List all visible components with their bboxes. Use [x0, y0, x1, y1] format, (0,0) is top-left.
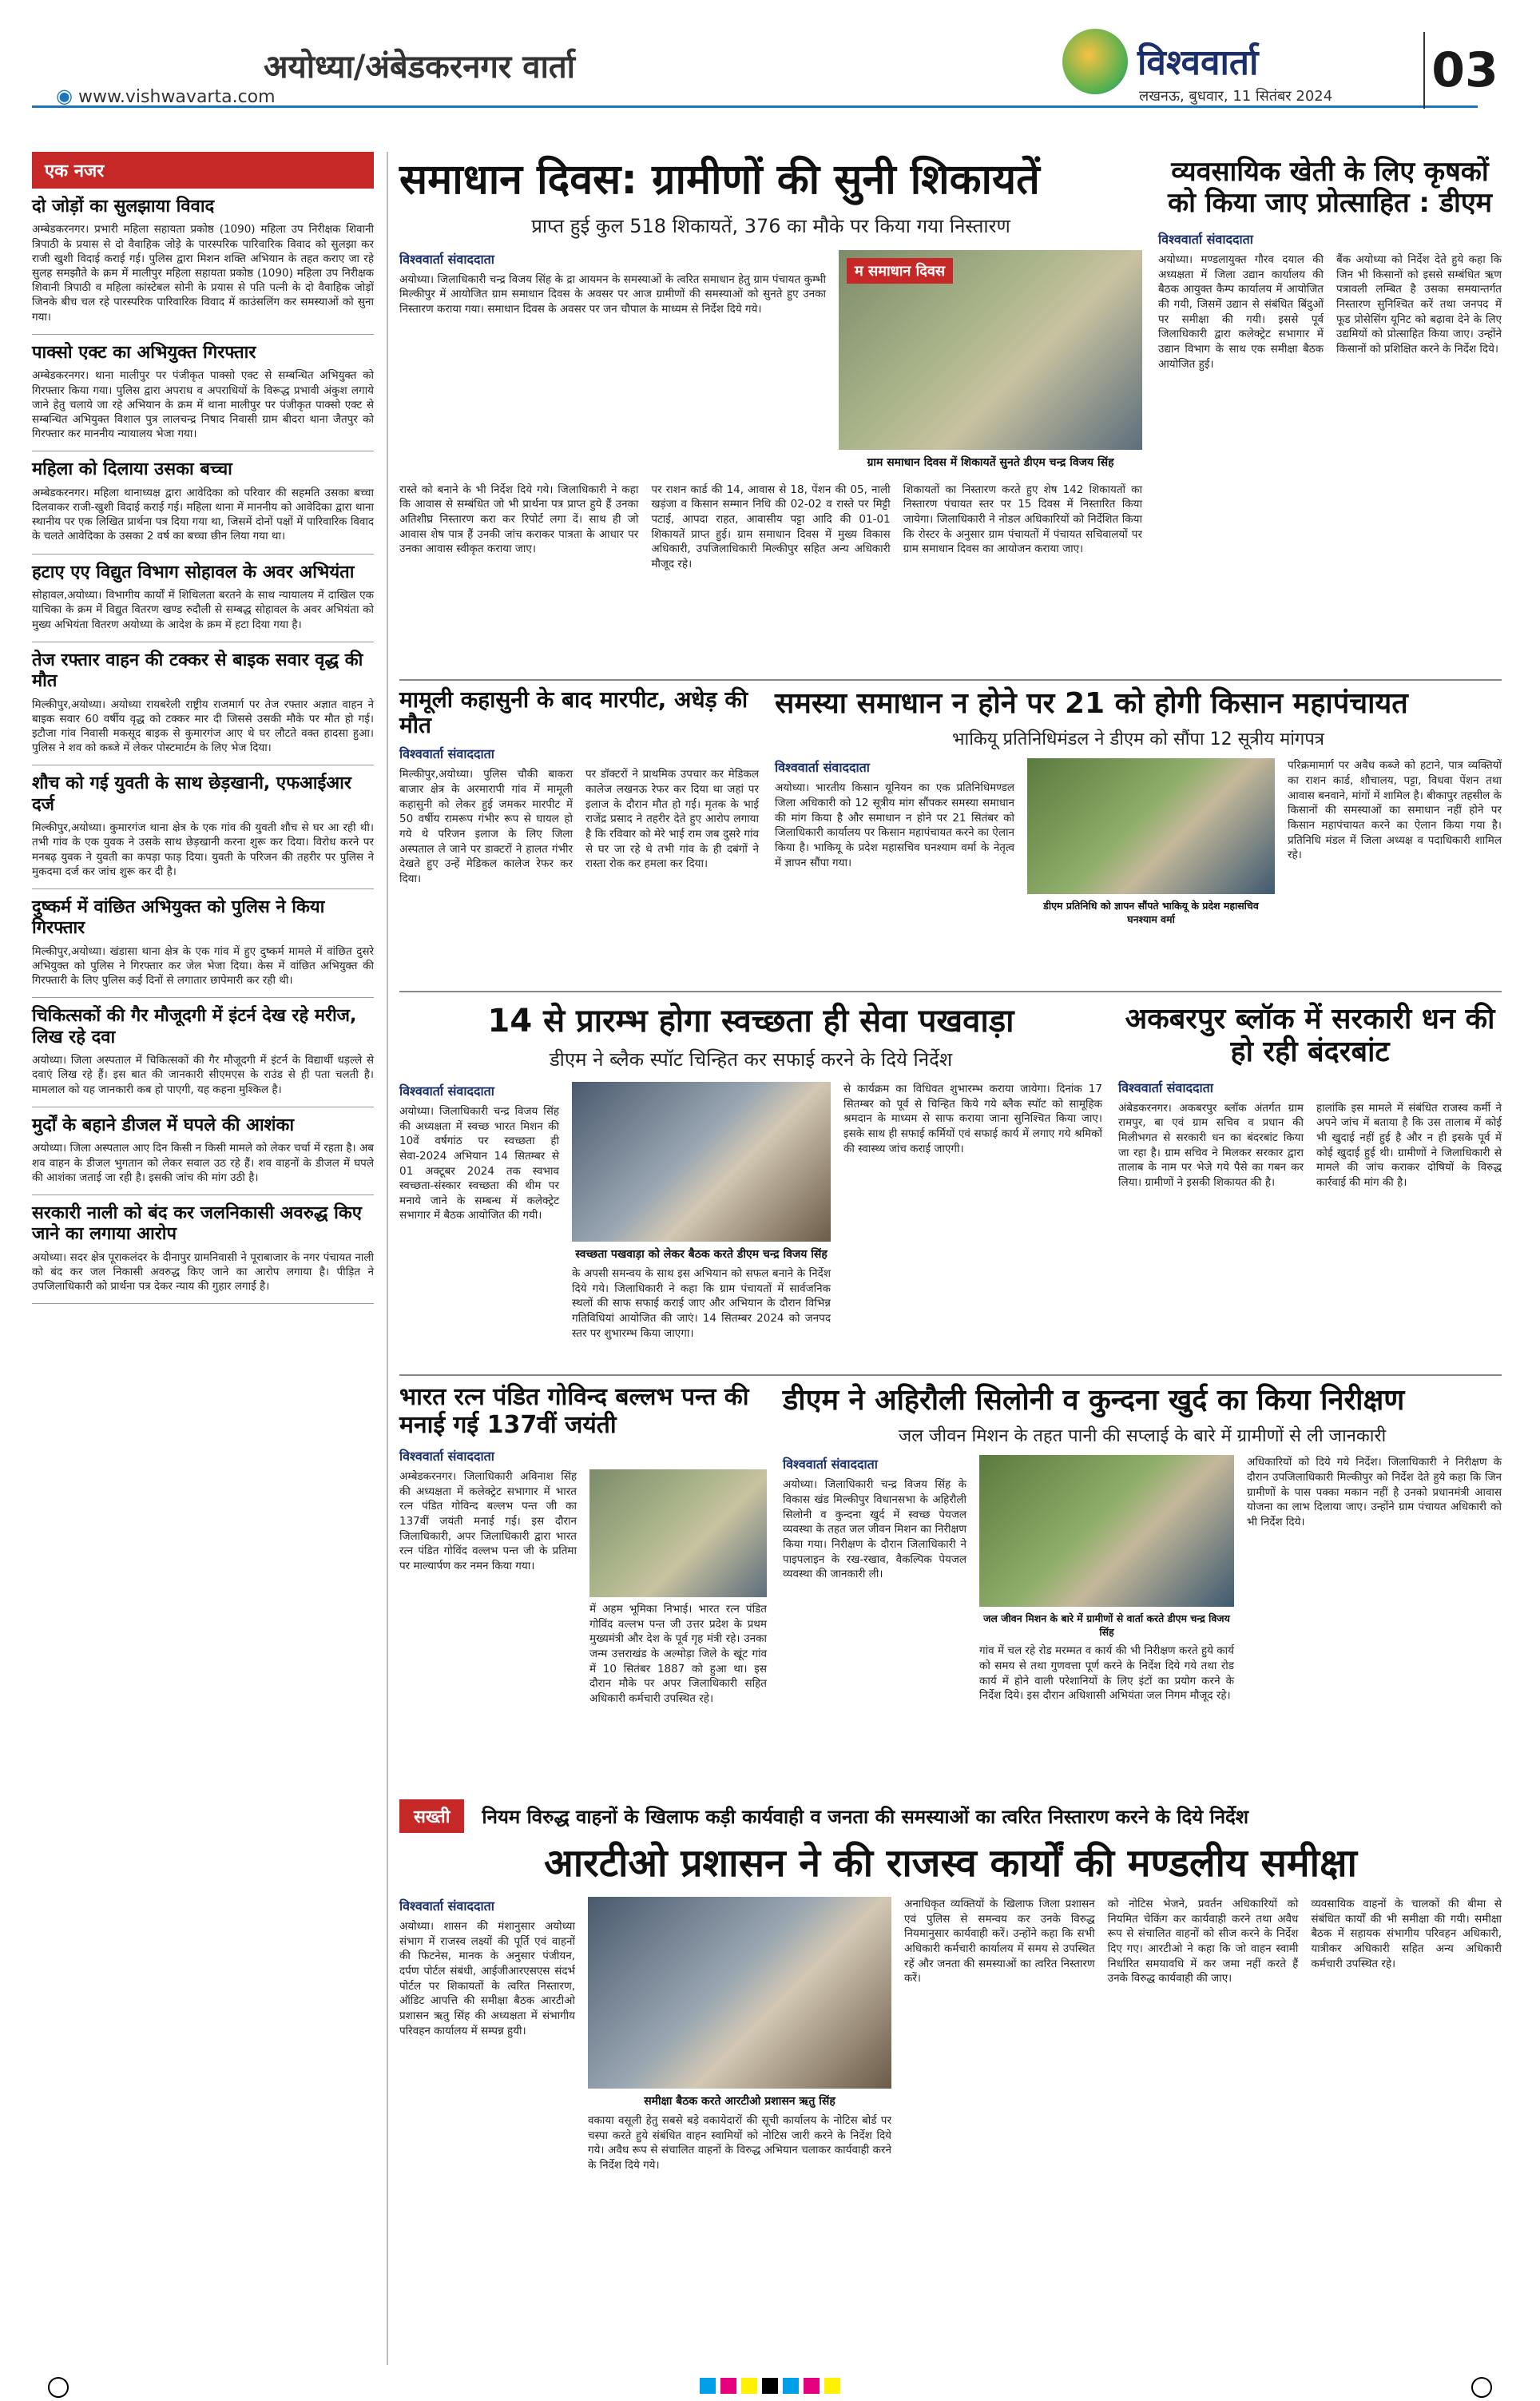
brief-item: [32, 773, 374, 889]
brief-body: अम्बेडकरनगर। प्रभारी महिला सहायता प्रकोष्ठ (1090) महिला उप निरीक्षक शिवानी त्रिपाठी के प्रयास से दो वैवाहिक जोड़े के पारस्परिक पारिवारिक विवाद को सुलझा कर राजी खुशी विदाई कराई गई। पुलिस द्वारा मिशन शक्ति अभियान के तहत कराए जा रहे सुलह समझौते के क्रम में मालीपुर महिला सहायता प्रकोष्ठ (1090) महिला उप निरीक्षक शिवानी त्रिपाठी व महिला कांस्टेबल सोनी के प्रयास से पति पत्नी के दो वैवाहिक जोड़ों जिनके बीच चल रहे पारस्परिक पारिवारिक विवाद में काउंसलिंग कर समस्याओं को सुना गया।: [32, 223, 374, 324]
brief-item: [32, 562, 374, 642]
brief-body: मिल्कीपुर,अयोध्या। अयोध्या रायबरेली राष्ट्रीय राजमार्ग पर तेज रफ्तार अज्ञात वाहन ने बाइक सवार 60 वर्षीय वृद्ध को टक्कर मार दी जिससे उसकी मौके पर मौत हो गई। इटौजा गांव निवासी मकसूद बाइक से कुमारगंज आए थे घर लौटते वक्त हादसा हुआ। पुलिस ने शव को कब्जे में लेकर पोस्टमार्टम के लिए भेज दिया।: [32, 698, 374, 755]
article-text: अनाधिकृत व्यक्तियों के खिलाफ जिला प्रशासन एवं पुलिस से समन्वय कर उनके विरुद्ध नियमानुसार कार्यवाही करें। उन्होंने कहा कि सभी अधिकारी कर्मचारी कार्यालय में समय से उपस्थित रहें और जनता की समस्याओं का त्वरित निस्तारण करें।: [904, 1898, 1095, 1986]
article-text: अयोध्या। मण्डलायुक्त गौरव दयाल की अध्यक्षता में जिला उद्यान कार्यालय की बैठक आयुक्त कैम्प कार्यालय में आयोजित की गयी, जिसमें उद्यान से संबंधित बिंदुओं पर समीक्षा की गयी। इससे पूर्व जिलाधिकारी द्वारा कलेक्ट्रेट सभागार में उद्यान विभाग के साथ एक समीक्षा बैठक आयोजित हुई।: [1158, 253, 1324, 371]
headline: व्यवसायिक खेती के लिए कृषकों को किया जाए प्रोत्साहित : डीएम: [1167, 156, 1492, 220]
photo-caption: डीएम प्रतिनिधि को ज्ञापन सौंपते भाकियू के प्रदेश महासचिव घनश्याम वर्मा: [1043, 900, 1259, 926]
article-text: परिक्रमामार्ग पर अवैध कब्जे को हटाने, पात्र व्यक्तियों का राशन कार्ड, शौचालय, पट्टा, विधवा पेंशन तथा आवास बनवाने, मांगों में शामिल है। बीकापुर तहसील के किसानों की समस्याओं का समाधान नहीं होने पर किसान महापंचायत करने का ऐलान किया गया है। प्रतिनिधि मंडल में जिला अध्यक्ष व पदाधिकारी शामिल रहे।: [1288, 759, 1502, 862]
newspaper-name: विश्ववार्ता: [1137, 42, 1259, 83]
section-rule: [399, 1374, 1502, 1376]
issue-date: लखनऊ, बुधवार, 11 सितंबर 2024: [1139, 88, 1333, 105]
color-swatch: [720, 2378, 736, 2394]
section-rule: [399, 679, 1502, 681]
sakhti-tag: सख्ती: [399, 1799, 464, 1833]
brief-title: पाक्सो एक्ट का अभियुक्त गिरफ्तार: [32, 342, 256, 363]
site-url[interactable]: [56, 85, 276, 107]
article-rto: [399, 1842, 1502, 2173]
brief-item: [32, 459, 374, 554]
article-photo: [839, 250, 1142, 450]
article-ahirauli: [783, 1384, 1502, 1703]
photo-caption: स्वच्छता पखवाड़ा को लेकर बैठक करते डीएम चन्द्र विजय सिंह: [575, 1248, 828, 1261]
article-photo: [572, 1082, 831, 1242]
brief-title: मुर्दों के बहाने डीजल में घपले की आशंका: [32, 1115, 295, 1135]
site-url-text: www.vishwavarta.com: [77, 87, 276, 107]
article-text: से कार्यक्रम का विधिवत शुभारम्भ कराया जायेगा। दिनांक 17 सितम्बर को पूर्व से चिन्हित किये गये ब्लैक स्पॉट को सामूहिक श्रमदान के माध्यम से साफ कराया जाना सुनिश्चित किया जाए। इसके साथ ही सफाई कर्मियों एवं सफाई कार्य में लगाए गये श्रमिकों की स्वास्थ्य जांच कराई जाएगी।: [843, 1083, 1102, 1155]
brief-title: दो जोड़ों का सुलझाया विवाद: [32, 197, 215, 217]
article-text: शिकायतों का निस्तारण करते हुए शेष 142 शिकायतों का निस्तारण पंचायत स्तर पर 15 दिवस में निस्तारित किया जायेगा। जिलाधिकारी ने नोडल अधिकारियों को निर्देशित किया कि रोस्टर के अनुसार ग्राम पंचायतों में पंचायत सचिवालयों पर ग्राम समाधान दिवस का आयोजन कराया जाए।: [903, 483, 1142, 556]
sakhti-headline: नियम विरुद्ध वाहनों के खिलाफ कड़ी कार्यवाही व जनता की समस्याओं का त्वरित निस्तारण करने के दिये निर्देश: [482, 1805, 1249, 1828]
brief-item: [32, 1203, 374, 1304]
brief-title: तेज रफ्तार वाहन की टक्कर से बाइक सवार वृद्ध की मौत: [32, 650, 363, 692]
brief-body: अम्बेडकरनगर। महिला थानाध्यक्ष द्वारा आवेदिका को परिवार की सहमति उसका बच्चा दिलवाकर राजी-खुशी विदाई कराई गई। महिला थाना में माननीय को आवेदिका द्वारा थाना स्थानीय पर एक लिखित प्रार्थना पत्र दिया गया था, जिसमें दोनों पक्षों में पारिवारिक विवाद के चलते आवेदिका के उसका 2 वर्ष का बच्चा छीन लिया गया था।: [32, 486, 374, 543]
article-text: बैंक अयोध्या को निर्देश देते हुये कहा कि जिन भी किसानों को इससे सम्बंधित ऋण पत्रावली लम्बित है उसका समयान्तर्गत निस्तारण सुनिश्चित करें तथा जनपद में फूड प्रोसेसिंग यूनिट को बढ़ावा देने के लिए उद्यमियों को प्रोत्साहित किया जाए। उन्होंने किसानों को प्रशिक्षित करने के निर्देश दिये।: [1336, 253, 1502, 356]
headline: समस्या समाधान न होने पर 21 को होगी किसान महापंचायत: [775, 687, 1408, 720]
article-swachhta: [399, 1003, 1102, 1341]
brief-title: सरकारी नाली को बंद कर जलनिकासी अवरुद्ध किए जाने का लगाया आरोप: [32, 1202, 362, 1245]
headline: समाधान दिवस: ग्रामीणों की सुनी शिकायतें: [399, 156, 1040, 204]
article-text: गांव में चल रहे रोड मरम्मत व कार्य की भी निरीक्षण करते हुये कार्य को समय से तथा गुणवत्ता पूर्ण करने के निर्देश दिये गये तथा रोड कार्य में होने वाली परेशानियों के लिए इंटों का प्रयोग करने के निर्देश दिये। इस दौरान अधिशासी अभियंता जल निगम मौजूद रहे।: [979, 1644, 1234, 1703]
article-text: अयोध्या। भारतीय किसान यूनियन का एक प्रतिनिधिमण्डल जिला अधिकारी को 12 सूत्रीय मांग सौंपकर समस्या समाधान की मांग किया है और समाधान न होने पर 21 सितंबर को जिलाधिकारी कार्यालय पर किसान महापंचायत करने का ऐलान किया है। भाकियू के प्रदेश महासचिव घनश्याम वर्मा के नेतृत्व में ज्ञापन सौंपा गया।: [775, 781, 1014, 869]
article-photo: [588, 1897, 891, 2089]
article-text: में अहम भूमिका निभाई। भारत रत्न पंडित गोविंद वल्लभ पन्त जी उत्तर प्रदेश के प्रथम मुख्यमंत्री और देश के पूर्व गृह मंत्री रहे। उनका जन्म उत्तराखंड के अल्मोड़ा जिले के खूंट गांव में 10 सितंबर 1887 को हुआ था। इस दौरान मौके पर अपर जिलाधिकारी सहित अधिकारी कर्मचारी उपस्थित रहे।: [589, 1603, 767, 1705]
registration-mark-icon: [1471, 2377, 1492, 2398]
article-text: अम्बेडकरनगर। जिलाधिकारी अविनाश सिंह की अध्यक्षता में कलेक्ट्रेट सभागार में भारत रत्न पंडित गोविन्द बल्लभ पन्त जी का 137वीं जयंती मनाई गई। इस दौरान जिलाधिकारी, अपर जिलाधिकारी द्वारा भारत रत्न पंडित गोविंद वल्लभ पन्त जी के प्रतिमा पर माल्यार्पण कर नमन किया गया।: [399, 1470, 577, 1572]
headline: डीएम ने अहिरौली सिलोनी व कुन्दना खुर्द का किया निरीक्षण: [783, 1384, 1405, 1417]
photo-banner: म समाधान दिवस: [847, 258, 953, 284]
headline: अकबरपुर ब्लॉक में सरकारी धन की हो रही बंदरबांट: [1125, 1003, 1495, 1069]
byline: विश्ववार्ता संवाददाता: [783, 1457, 878, 1473]
subheadline: डीएम ने ब्लैक स्पॉट चिन्हित कर सफाई करने के दिये निर्देश: [549, 1048, 953, 1071]
article-text: अधिकारियों को दिये गये निर्देश। जिलाधिकारी ने निरीक्षण के दौरान उपजिलाधिकारी मिल्कीपुर को निर्देश देते हुये कहा कि जिन ग्रामीणों के पास पक्का मकान नहीं है उनको प्रधानमंत्री आवास योजना का लाभ दिलाया जाए। उन्होंने ग्राम पंचायत अधिकारी को भी निर्देश दिये।: [1247, 1456, 1502, 1528]
masthead: [0, 0, 1540, 112]
brief-body: मिल्कीपुर,अयोध्या। खंडासा थाना क्षेत्र के एक गांव में हुए दुष्कर्म मामले में वांछित दुसरे अभियुक्त को पुलिस ने गिरफ्तार कर जेल भेजा दिया। केस में वांछित अभियुक्त की गिरफ्तारी के लिए पुलिस कई दिनों से लगातार छापेमारी कर रही थी।: [32, 944, 374, 988]
brief-body: सोहावल,अयोध्या। विभागीय कार्यों में शिथिलता बरतने के साथ न्यायालय में दाखिल एक याचिका के क्रम में विद्युत वितरण खण्ड रुदौली से सम्बद्ध सोहावल के अवर अभियंता को मुख्य अभियंता वितरण अयोध्या के आदेश के क्रम में हटा दिया गया है।: [32, 589, 374, 631]
print-marks: [0, 2373, 1540, 2401]
briefs-list: [32, 197, 374, 1304]
article-kisan: [775, 687, 1502, 931]
article-text: अयोध्या। जिलाधिकारी चन्द्र विजय सिंह के विकास खंड मिल्कीपुर विधानसभा के अहिरौली सिलोनी व कुन्दना खुर्द में स्वच्छ पेयजल व्यवस्था के तहत जल जीवन मिशन का निरीक्षण किया गया। निरीक्षण के दौरान जिलाधिकारी ने पाइपलाइन के रख-रखाव, वैकल्पिक पेयजल व्यवस्था की जानकारी ली।: [783, 1478, 966, 1581]
photo-caption: समीक्षा बैठक करते आरटीओ प्रशासन ऋतु सिंह: [644, 2095, 835, 2109]
article-akbarpur: [1118, 1003, 1502, 1191]
byline: विश्ववार्ता संवाददाता: [399, 1898, 494, 1914]
subheadline: प्राप्त हुई कुल 518 शिकायतें, 376 का मौके पर किया गया निस्तारण: [531, 214, 1010, 237]
byline: विश्ववार्ता संवाददाता: [399, 251, 494, 267]
newspaper-logo-icon: [1062, 29, 1128, 94]
headline: भारत रत्न पंडित गोविन्द बल्लभ पन्त की मनाई गई 137वीं जयंती: [399, 1383, 749, 1439]
brief-body: अम्बेडकरनगर। थाना मालीपुर पर पंजीकृत पाक्सो एक्ट से सम्बन्धित अभियुक्त को गिरफ्तार किया गया। पुलिस द्वारा अपराध व अपराधियों के विरूद्ध प्रभावी अंकुश लगाये जाने हेतु चलाये जा रहे अभियान के क्रम में थाना मालीपुर पर पंजीकृत पाक्सो एक्ट से सम्बन्धित अभियुक्त विशाल पुत्र लालचन्द्र निषाद निवासी ग्राम बीदरा थाना जैतपुर को गिरफ्तार कर माननीय न्यायालय भेजा गया।: [32, 369, 374, 441]
brief-item: [32, 1115, 374, 1195]
article-photo: [589, 1469, 767, 1597]
color-swatch: [783, 2378, 799, 2394]
byline: विश्ववार्ता संवाददाता: [775, 760, 870, 776]
globe-icon: ◉: [56, 85, 73, 107]
byline: विश्ववार्ता संवाददाता: [399, 746, 494, 762]
section-rule: [399, 991, 1502, 992]
registration-mark-icon: [48, 2377, 69, 2398]
article-text: मिल्कीपुर,अयोध्या। पुलिस चौकी बाकरा बाजार क्षेत्र के अरमारापी गांव में मामूली कहासुनी को लेकर हुई जमकर मारपीट में 50 वर्षीय रामरूप गंभीर रूप से घायल हो गये थे परिजन इलाज के लिए जिला अस्पताल ले जाने पर डाक्टरों ने हालत गंभीर देखते हुए उन्हें मेडिकल कालेज रेफर कर दिया।: [399, 768, 573, 885]
article-text: अयोध्या। शासन की मंशानुसार अयोध्या संभाग में राजस्व लक्ष्यों की पूर्ति एवं वाहनों की फिटनेस, मानक के अनुसार पंजीयन, दर्पण पोर्टल संबंधी, आईजीआरएसएस संदर्भ पोर्टल पर शिकायतों के त्वरित निस्तारण, ऑडिट आपत्ति की समीक्षा बैठक आरटीओ प्रशासन ऋतु सिंह की अध्यक्षता में संभागीय परिवहन कार्यालय में सम्पन्न हुयी।: [399, 1920, 575, 2037]
article-text: वकाया वसूली हेतु सबसे बड़े वकायेदारों की सूची कार्यालय के नोटिस बोर्ड पर चस्पा करते हुये संबंधित वाहन स्वामियों को नोटिस जारी करने के निर्देश दिये गये। अवैध रूप से संचालित वाहनों के विरुद्ध अभियान चलाकर कार्यवाही करने के निर्देश दिये गये।: [588, 2114, 891, 2172]
article-text: व्यवसायिक वाहनों के चालकों की बीमा से संबंधित कार्यों की भी समीक्षा की गयी। समीक्षा बैठक में सहायक संभागीय परिवहन अधिकारी, यात्रीकर अधिकारी सहित अन्य अधिकारी कर्मचारी उपस्थित रहे।: [1311, 1898, 1502, 1970]
article-text: अंबेडकरनगर। अकबरपुर ब्लॉक अंतर्गत ग्राम रामपुर, बा एवं ग्राम सचिव व प्रधान की मिलीभगत से सरकारी धन का बंदरबांट किया जा रहा है। ग्राम सचिव ने मिलकर सरकार द्वारा तालाब के नाम पर भेजे गये पैसे का गबन कर लिया। ग्रामीणों ने इसकी शिकायत की है।: [1118, 1101, 1304, 1189]
article-pant: [399, 1384, 767, 1706]
headline: आरटीओ प्रशासन ने की राजस्व कार्यों की मण्डलीय समीक्षा: [544, 1841, 1357, 1886]
brief-title: हटाए एए विद्युत विभाग सोहावल के अवर अभियंता: [32, 562, 355, 582]
brief-body: अयोध्या। जिला अस्पताल में चिकित्सकों की गैर मौजूदगी में इंटर्न के विद्यार्थी धड़ल्ले से दवाएं लिख रहे हैं। इस बात की जानकारी सीएमएस के राउंड से ही पता चलती है। मामलाल को यह जानकारी कब हो पाएगी, यह कहना मुश्किल है।: [32, 1054, 374, 1096]
article-krishak: [1158, 157, 1502, 372]
ek-nazar-tag: एक नजर: [32, 152, 374, 189]
article-text: पर डॉक्टरों ने प्राथमिक उपचार कर मेडिकल कालेज लखनऊ रेफर कर दिया था जहां पर इलाज के दौरान मौत हो गई। मृतक के भाई राजेंद्र प्रसाद ने तहरीर देते हुए आरोप लगाया है कि रविवार को मेरे भाई राम जब दुसरे गांव से घर जा रहे थे तभी गांव के ही दबंगों ने रास्ता रोक कर हमला कर दिया।: [585, 768, 759, 871]
article-samadhan: [399, 157, 1142, 572]
headline: 14 से प्रारम्भ होगा स्वच्छता ही सेवा पखवाड़ा: [487, 1003, 1014, 1040]
brief-body: अयोध्या। सदर क्षेत्र पूराकलंदर के दीनापुर ग्रामनिवासी ने पूराबाजार के नगर पंचायत नाली को बंद कर जल निकासी अवरुद्ध किए जाने का आरोप लगाया है। पीड़ित ने उपजिलाधिकारी को प्रार्थना पत्र देकर न्याय की गुहार लगाई है।: [32, 1250, 374, 1294]
article-text: रास्ते को बनाने के भी निर्देश दिये गये। जिलाधिकारी ने कहा कि आवास से सम्बंधित जो भी प्रार्थना पत्र प्राप्त हुये हैं उनका अतिशीघ्र निस्तारण करा कर रिपोर्ट लगा दें। साथ ही जो आवास शेष पात्र हैं उनकी जांच कराकर पात्रता के आधार पर उनका आवास स्वीकृत कराया जाए।: [399, 483, 639, 556]
brief-item: [32, 650, 374, 766]
column-divider: [387, 152, 388, 2365]
color-swatch: [700, 2378, 716, 2394]
subheadline: जल जीवन मिशन के तहत पानी की सप्लाई के बारे में ग्रामीणों से ली जानकारी: [898, 1426, 1387, 1447]
brief-title: दुष्कर्म में वांछित अभियुक्त को पुलिस ने किया गिरफ्तार: [32, 897, 325, 939]
brief-title: चिकित्सकों की गैर मौजूदगी में इंटर्न देख रहे मरीज, लिख रहे दवा: [32, 1006, 357, 1047]
page-number: 03: [1423, 32, 1505, 109]
ek-nazar-column: [32, 152, 374, 2365]
color-swatches: [697, 2378, 843, 2397]
article-text: अयोध्या। जिलाधिकारी चन्द्र विजय सिंह की अध्यक्षता में स्वच्छ भारत मिशन की 10वें वर्षगांठ पर स्वच्छता ही सेवा-2024 अभियान 14 सितम्बर से 01 अक्टूबर 2024 तक स्वभाव स्वच्छता-संस्कार स्वच्छता की थीम पर मनाये जाने के सम्बन्ध में कलेक्ट्रेट सभागार में बैठक आयोजित की गयी।: [399, 1105, 559, 1222]
article-text: अयोध्या। जिलाधिकारी चन्द्र विजय सिंह के द्रा आयमन के समस्याओं के त्वरित समाधान हेतु ग्राम पंचायत कुम्भी मिल्कीपुर में आयोजित ग्राम समाधान दिवस के अवसर पर आज ग्रामीणों की समस्याओं को सुनते हुए उनका निस्तारण कराया गया। समाधान दिवस के अवसर पर जन चौपाल के माध्यम से निर्देश दिये गये।: [399, 272, 826, 316]
brief-item: [32, 897, 374, 998]
color-swatch: [741, 2378, 757, 2394]
brief-title: शौच को गई युवती के साथ छेड़खानी, एफआईआर दर्ज: [32, 773, 351, 815]
brief-body: मिल्कीपुर,अयोध्या। कुमारगंज थाना क्षेत्र के एक गांव की युवती शौच से घर आ रही थी। तभी गांव के एक युवक ने उसके साथ छेड़खानी करना शुरू कर दिया। विरोध करने पर मनबढ़ युवक ने युवती का कपड़ा फाड़ दिया। युवती के परिजन की तहरीर पर पुलिस ने मुकदमा दर्ज कर जांच शुरू कर दी है।: [32, 821, 374, 878]
photo-caption: जल जीवन मिशन के बारे में ग्रामीणों से वार्ता करते डीएम चन्द्र विजय सिंह: [983, 1612, 1230, 1639]
article-photo: [1027, 758, 1275, 894]
byline: विश्ववार्ता संवाददाता: [1158, 232, 1253, 248]
brief-item: [32, 1006, 374, 1107]
article-text: को नोटिस भेजने, प्रवर्तन अधिकारियों को नियमित चेकिंग कर कार्यवाही करने तथा अवैध रूप से संचालित वाहनों को सीज करने के निर्देश दिए गए। आरटीओ ने कहा कि जो वाहन स्वामी निर्धारित समयावधि में कर जमा नहीं करते हैं उनके विरुद्ध कार्यवाही की जाए।: [1107, 1898, 1299, 1986]
byline: विश्ववार्ता संवाददाता: [399, 1449, 494, 1464]
brief-item: [32, 197, 374, 335]
article-mamuli: [399, 687, 759, 886]
color-swatch: [762, 2378, 778, 2394]
sakhti-strip: [399, 1799, 1502, 1833]
brief-body: अयोध्या। जिला अस्पताल आए दिन किसी न किसी मामले को लेकर चर्चा में रहता है। अब शव वाहन के डीजल भुगतान को लेकर सवाल उठ रहे हैं। शव वाहनों के डीजल में घपले की आशंका जताई जा रही है। इसकी जांच की मांग उठी है।: [32, 1142, 374, 1184]
section-title: अयोध्या/अंबेडकरनगर वार्ता: [264, 49, 575, 85]
color-swatch: [824, 2378, 840, 2394]
article-photo: [979, 1455, 1234, 1607]
article-text: के अपसी समन्वय के साथ इस अभियान को सफल बनाने के निर्देश दिये गये। जिलाधिकारी ने कहा कि ग्राम पंचायतों में सार्वजनिक स्थलों की साफ सफाई कराई जाए और अभियान के दौरान विभिन्न गतिविधियां आयोजित की जाएं। 14 सितम्बर 2024 को जनपद स्तर पर शुभारम्भ किया जाएगा।: [572, 1267, 831, 1340]
photo-caption: ग्राम समाधान दिवस में शिकायतें सुनते डीएम चन्द्र विजय सिंह: [867, 455, 1114, 469]
byline: विश्ववार्ता संवाददाता: [1118, 1079, 1213, 1095]
color-swatch: [804, 2378, 820, 2394]
article-text: पर राशन कार्ड की 14, आवास से 18, पेंशन की 05, नाली खड़ंजा व किसान सम्मान निधि की 02-02 व रास्ते पर मिट्टी पटाई, आपदा राहत, आवासीय पट्टा आदि की 01-01 शिकायतें प्राप्त हुई। ग्राम समाधान दिवस में मुख्य विकास अधिकारी, उपजिलाधिकारी मिल्कीपुर सहित अन्य अधिकारी मौजूद रहे।: [651, 483, 891, 570]
brief-item: [32, 343, 374, 451]
brief-title: महिला को दिलाया उसका बच्चा: [32, 459, 232, 480]
subheadline: भाकियू प्रतिनिधिमंडल ने डीएम को सौंपा 12 सूत्रीय मांगपत्र: [952, 729, 1324, 750]
article-text: हालांकि इस मामले में संबंधित राजस्व कर्मी ने अपने जांच में बताया है कि उस तालाब में कोई भी खुदाई नहीं हुई है और न ही इसके पूर्व में कोई खुदाई हुई थी। ग्रामीणों ने जिलाधिकारी से मामले की जांच कराकर दोषियों के विरुद्ध कार्रवाई की मांग की है।: [1316, 1101, 1502, 1189]
headline: मामूली कहासुनी के बाद मारपीट, अधेड़ की मौत: [399, 686, 748, 739]
byline: विश्ववार्ता संवाददाता: [399, 1083, 494, 1099]
